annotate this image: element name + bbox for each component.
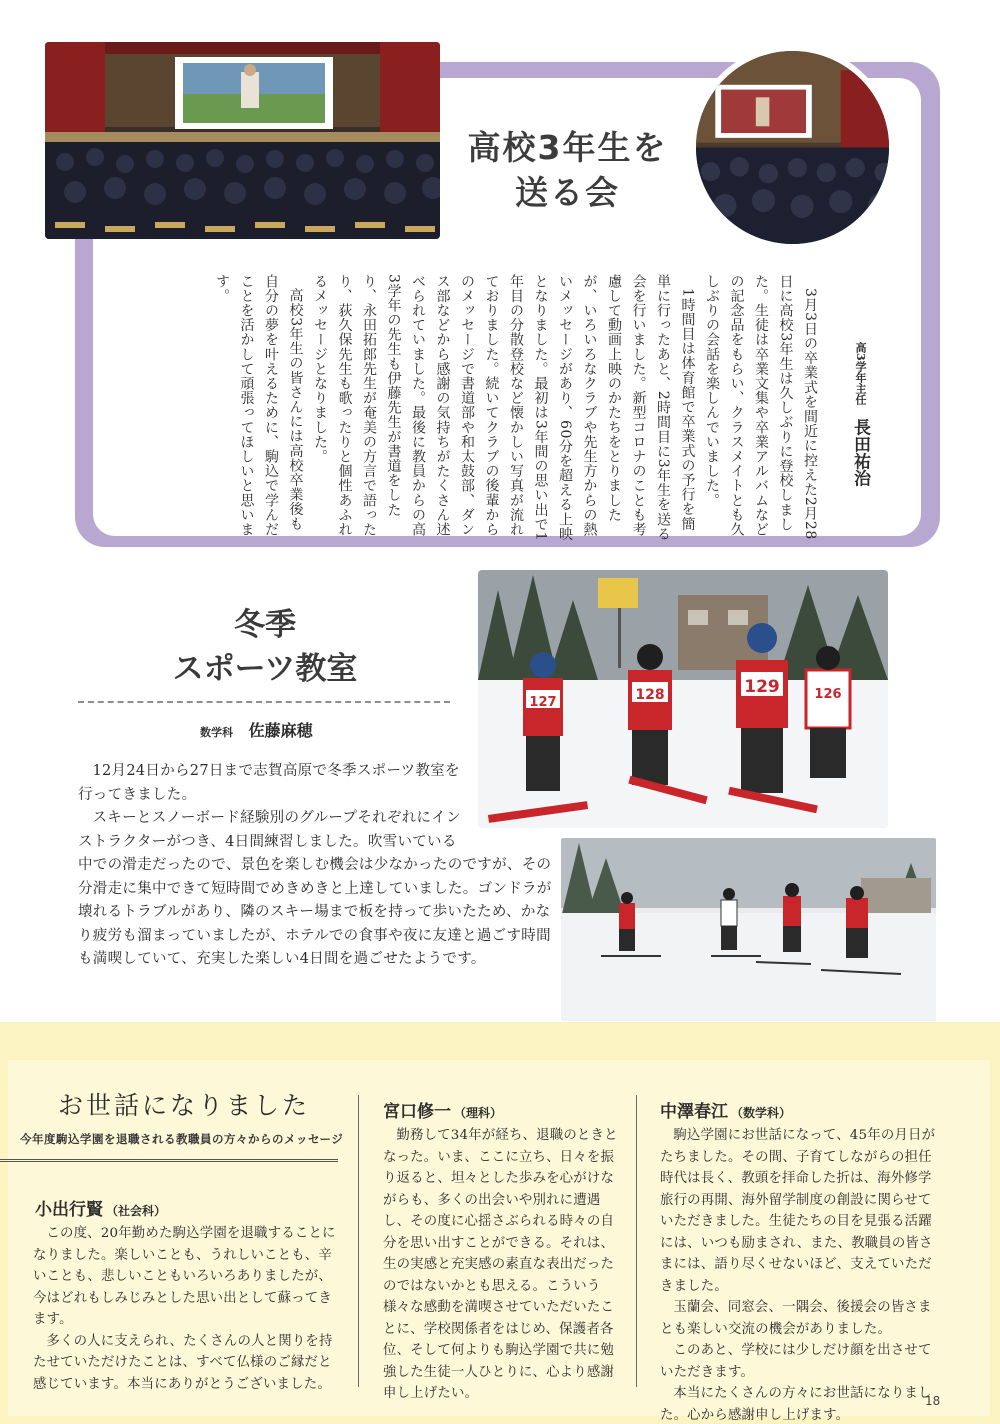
person-subject: （数学科） <box>731 1106 792 1120</box>
auditorium-wide-photo <box>45 42 440 239</box>
article2-divider <box>78 701 450 703</box>
message-paragraph: このあと、学校には少しだけ顔を出させていただきます。 <box>660 1343 932 1380</box>
message-paragraph: 勤務して34年が経ち、退職のときとなった。いま、ここに立ち、日々を振り返ると、坦々とした歩みを心がけながらも、多くの出会いや別れに遭遇し、その度に心揺さぶられる時々の自分を思い出すことができる。それは、生の実感と充実感の素直な表出だったのではないかとも思える。こういう様々な感動を満喫させていただいたことに、学校関係者をはじめ、保護者各位、そして何よりも駒込学園で共に勉強した生徒一人ひとりに、心より感謝申し上げたい。 <box>383 1128 618 1401</box>
article2-paragraph: スキーとスノーボード経験別のグループそれぞれにインストラクターがつき、4日間練習しました。吹雪いている <box>78 810 461 850</box>
auditorium-circle-photo <box>690 45 895 250</box>
article2-paragraph: 中での滑走だったので、景色を楽しむ機会は少なかったのですが、その分滑走に集中できて短時間でめきめきと上達していました。ゴンドラが壊れるトラブルがあり、隣のスキー場まで板を持って歩いたため、かなり疲労も溜まっていましたが、ホテルでの食事や夜に友達と過ごす時間も満喫していて、充実した楽しい4日間を過ごせたようです。 <box>78 857 552 968</box>
person-name-miyaguchi <box>383 1097 502 1122</box>
person-name-text: 中澤春江 <box>660 1102 728 1122</box>
person-message-koide <box>33 1223 338 1395</box>
person-name-nakazawa <box>660 1097 791 1122</box>
ski-bib-label: 129 <box>744 677 780 697</box>
article1-paragraph: 高校3年生の皆さんには高校卒業後も自分の夢を叶えるために、駒込で学んだことを活かして頑張ってほしいと思います。 <box>214 274 304 537</box>
message-paragraph: 駒込学園にお世話になって、45年の月日がたちました。その間、子育てしながらの担任時代は長く、教頭を拝命した折は、海外修学旅行の再開、海外留学制度の創設に関らせていただきました。生徒たちの目を見張る活躍には、いつも励まされ、また、教職員の皆さまには、語り尽くせないほど、支えていただきました。 <box>660 1128 936 1294</box>
article1-title <box>445 125 690 215</box>
ski-bib-label: 127 <box>529 695 557 710</box>
farewell-title: お世話になりました <box>58 1091 311 1120</box>
person-message-miyaguchi <box>383 1125 618 1405</box>
ski-bib-label: 128 <box>635 687 665 703</box>
ski-group-photo <box>478 570 888 828</box>
article1-author-name: 長田祐治 <box>850 418 870 487</box>
article2-paragraph: 12月24日から27日まで志賀高原で冬季スポーツ教室を行ってきました。 <box>78 763 460 803</box>
ski-slope-photo <box>561 838 936 1021</box>
message-paragraph: 多くの人に支えられ、たくさんの人と関りを持たせていただけたことは、すべて仏様のご縁だと感じています。本当にありがとうございました。 <box>33 1333 333 1392</box>
article2-author-role: 数学科 <box>200 726 233 739</box>
person-message-nakazawa <box>660 1125 942 1424</box>
article1-title-line2: 送る会 <box>515 173 620 212</box>
person-subject: （社会科） <box>106 1204 167 1218</box>
article2-title <box>120 603 410 691</box>
person-subject: （理科） <box>454 1106 503 1120</box>
article1-title-line1: 高校3年生を <box>467 128 668 167</box>
article1-author <box>848 342 873 522</box>
person-name-text: 小出行賢 <box>35 1200 103 1220</box>
article2-title-line2: スポーツ教室 <box>172 651 358 687</box>
article1-paragraph: 1時間目は体育館で卒業式の予行を簡単に行ったあと、2時間目に3年生を送る会を行いました。新型コロナのことも考慮して動画上映のかたちをとりましたが、いろいろなクラブや先生方からの熱いメッセージがあり、60分を超える上映となりました。最初は3年間の思い出で1年目の分散登校など懐かしい写真が流れておりました。続いてクラブの後輩からのメッセージで書道部や和太鼓部、ダンス部などから感謝の気持ちがたくさん述べられていました。最後に教員からの高3学年の先生も伊藤先生が書道をしたり、永田拓郎先生が奄美の方言で語ったり、荻久保先生も歌ったりと個性あふれるメッセージとなりました。 <box>312 274 696 542</box>
person-name-koide <box>35 1195 166 1220</box>
article2-body-top <box>78 760 473 854</box>
article1-paragraph: 3月3日の卒業式を間近に控えた2月28日に高校3年生は久しぶりに登校しました。生徒は卒業文集や卒業アルバムなどの記念品をもらい、クラスメイトとも久しぶりの会話を楽しんでいました。 <box>704 274 818 540</box>
column-divider <box>358 1095 359 1387</box>
article1-body <box>142 274 822 542</box>
article1-author-role: 高3学年主任 <box>854 342 867 405</box>
article2-title-line1: 冬季 <box>234 607 296 643</box>
farewell-title-rule <box>0 1159 338 1162</box>
column-divider <box>636 1095 637 1387</box>
message-paragraph: 本当にたくさんの方々にお世話になりました。心から感謝申し上げます。 <box>660 1386 932 1423</box>
article2-author-name: 佐藤麻穂 <box>248 721 313 740</box>
person-name-text: 宮口修一 <box>383 1102 451 1122</box>
page-number: 18 <box>925 1394 941 1408</box>
article2-author <box>200 718 313 741</box>
ski-bib-label: 126 <box>814 687 842 702</box>
article2-body-bottom <box>78 854 553 972</box>
message-paragraph: 玉蘭会、同窓会、一隅会、後援会の皆さまとも楽しい交流の機会がありました。 <box>660 1300 932 1337</box>
farewell-subtitle: 今年度駒込学園を退職される教職員の方々からのメッセージ <box>20 1132 344 1146</box>
message-paragraph: この度、20年勤めた駒込学園を退職することになりました。楽しいことも、うれしいことも、辛いことも、悲しいこともいろいろありましたが、今はどれもしみじみとした思い出として蘇ってきます。 <box>33 1226 336 1327</box>
